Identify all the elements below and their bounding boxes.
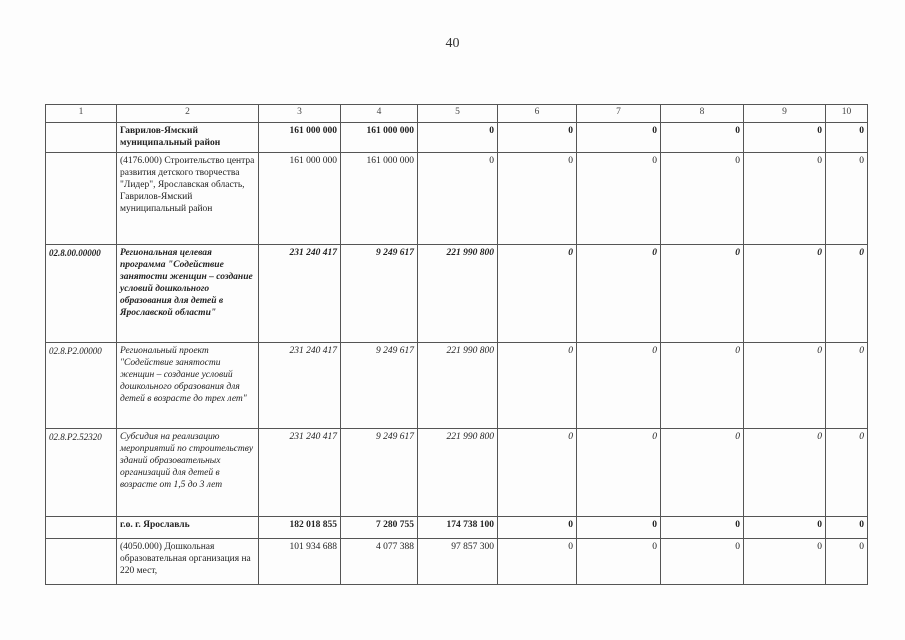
amount-cell: 0 (498, 123, 577, 153)
amount-cell: 9 249 617 (341, 343, 418, 429)
amount-cell: 0 (661, 539, 744, 585)
amount-cell: 231 240 417 (259, 429, 341, 517)
amount-cell: 0 (498, 153, 577, 245)
table-row (46, 123, 868, 153)
amount-cell: 0 (744, 429, 826, 517)
amount-cell: 0 (577, 539, 661, 585)
amount-cell: 0 (744, 123, 826, 153)
target-code-cell: 02.8.P2.00000 (46, 343, 117, 429)
budget-table (45, 104, 868, 585)
amount-cell: 101 934 688 (259, 539, 341, 585)
amount-cell: 0 (826, 343, 868, 429)
table-row (46, 343, 868, 429)
item-name-cell: Гаврилов-Ямский муниципальный район (117, 123, 259, 153)
target-code-cell (46, 123, 117, 153)
column-header: 8 (661, 105, 744, 123)
amount-cell: 0 (498, 517, 577, 539)
amount-cell: 161 000 000 (341, 153, 418, 245)
amount-cell: 174 738 100 (418, 517, 498, 539)
amount-cell: 0 (418, 123, 498, 153)
amount-cell: 0 (826, 245, 868, 343)
amount-cell: 0 (744, 153, 826, 245)
column-header: 6 (498, 105, 577, 123)
table-row (46, 245, 868, 343)
amount-cell: 0 (661, 517, 744, 539)
table-row (46, 153, 868, 245)
amount-cell: 182 018 855 (259, 517, 341, 539)
amount-cell: 0 (826, 429, 868, 517)
table-row (46, 429, 868, 517)
target-code-cell: 02.8.P2.52320 (46, 429, 117, 517)
amount-cell: 0 (826, 517, 868, 539)
amount-cell: 0 (418, 153, 498, 245)
amount-cell: 0 (661, 429, 744, 517)
amount-cell: 0 (577, 123, 661, 153)
amount-cell: 0 (577, 517, 661, 539)
amount-cell: 161 000 000 (259, 153, 341, 245)
amount-cell: 0 (498, 343, 577, 429)
item-name-cell: г.о. г. Ярославль (117, 517, 259, 539)
item-name-cell: Субсидия на реализацию мероприятий по строительству зданий образовательных организаций для детей в возрасте от 1,5 до 3 лет (117, 429, 259, 517)
table-header-row (46, 105, 868, 123)
amount-cell: 0 (498, 245, 577, 343)
column-header: 4 (341, 105, 418, 123)
page-number: 40 (445, 36, 460, 51)
amount-cell: 0 (577, 429, 661, 517)
amount-cell: 9 249 617 (341, 429, 418, 517)
amount-cell: 0 (744, 539, 826, 585)
column-header: 1 (46, 105, 117, 123)
amount-cell: 0 (498, 539, 577, 585)
amount-cell: 221 990 800 (418, 245, 498, 343)
amount-cell: 0 (661, 343, 744, 429)
amount-cell: 0 (826, 123, 868, 153)
amount-cell: 0 (498, 429, 577, 517)
amount-cell: 0 (744, 517, 826, 539)
amount-cell: 7 280 755 (341, 517, 418, 539)
amount-cell: 0 (826, 539, 868, 585)
target-code-cell (46, 153, 117, 245)
amount-cell: 0 (661, 153, 744, 245)
column-header: 7 (577, 105, 661, 123)
amount-cell: 0 (661, 245, 744, 343)
amount-cell: 0 (577, 153, 661, 245)
item-name-cell: (4176.000) Строительство центра развития детского творчества "Лидер", Ярославская область, Гаврилов-Ямский муниципальный район (117, 153, 259, 245)
amount-cell: 221 990 800 (418, 343, 498, 429)
amount-cell: 4 077 388 (341, 539, 418, 585)
column-header: 3 (259, 105, 341, 123)
amount-cell: 0 (744, 245, 826, 343)
amount-cell: 0 (577, 343, 661, 429)
amount-cell: 221 990 800 (418, 429, 498, 517)
amount-cell: 231 240 417 (259, 245, 341, 343)
amount-cell: 161 000 000 (341, 123, 418, 153)
table-row (46, 517, 868, 539)
table-body (46, 105, 868, 585)
item-name-cell: (4050.000) Дошкольная образовательная организация на 220 мест, (117, 539, 259, 585)
table-row (46, 539, 868, 585)
column-header: 10 (826, 105, 868, 123)
amount-cell: 0 (661, 123, 744, 153)
amount-cell: 0 (744, 343, 826, 429)
column-header: 9 (744, 105, 826, 123)
column-header: 5 (418, 105, 498, 123)
target-code-cell: 02.8.00.00000 (46, 245, 117, 343)
item-name-cell: Региональная целевая программа "Содействие занятости женщин – создание условий дошкольного образования для детей в Ярославской области" (117, 245, 259, 343)
target-code-cell (46, 517, 117, 539)
target-code-cell (46, 539, 117, 585)
amount-cell: 0 (577, 245, 661, 343)
amount-cell: 97 857 300 (418, 539, 498, 585)
amount-cell: 9 249 617 (341, 245, 418, 343)
amount-cell: 0 (826, 153, 868, 245)
column-header: 2 (117, 105, 259, 123)
amount-cell: 231 240 417 (259, 343, 341, 429)
amount-cell: 161 000 000 (259, 123, 341, 153)
item-name-cell: Региональный проект "Содействие занятости женщин – создание условий дошкольного образования для детей в возрасте до трех лет" (117, 343, 259, 429)
